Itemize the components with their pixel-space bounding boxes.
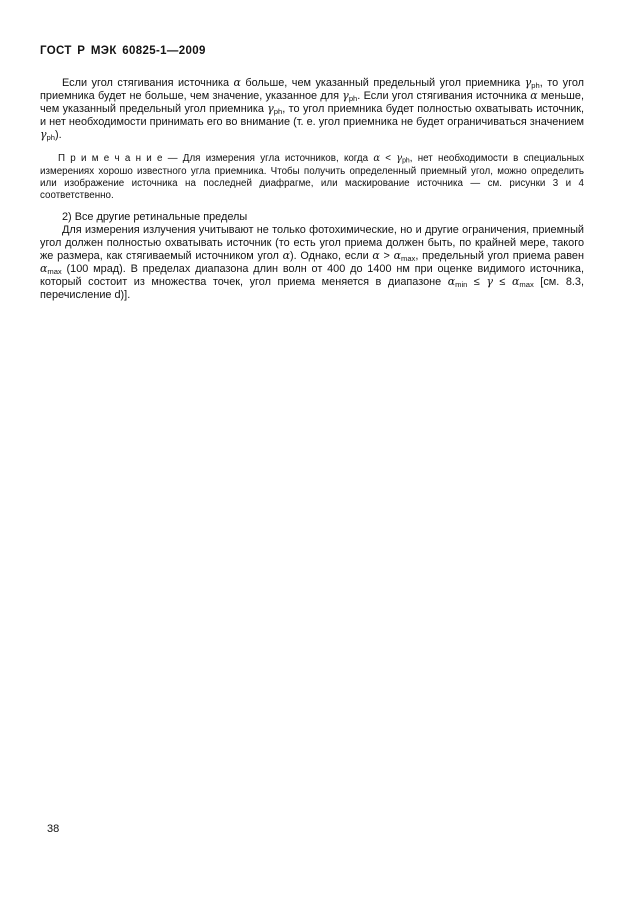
document-body (40, 77, 584, 302)
greek-symbol: α (447, 274, 456, 288)
text-run: ≤ (492, 275, 513, 288)
text-run: . Если угол стягивания источника (357, 90, 531, 102)
text-run: < (379, 153, 397, 164)
text-run: ). Однако, если (289, 249, 373, 262)
text-run: , предельный угол приема равен (415, 249, 584, 262)
subscript: max (519, 279, 534, 289)
greek-symbol: γ (396, 153, 403, 164)
greek-symbol: α (530, 89, 538, 102)
text-run: больше, чем указанный предельный угол приемника (240, 77, 525, 89)
text-run: [см. 8.3, перечисление d)]. (40, 275, 584, 301)
greek-symbol: α (393, 248, 401, 262)
greek-symbol: γ (524, 76, 532, 89)
greek-symbol: γ (267, 102, 274, 115)
subscript: min (455, 279, 468, 289)
greek-symbol: α (512, 274, 520, 288)
text-run: 2) Все другие ретинальные пределы (62, 210, 248, 223)
subscript: ph (348, 93, 358, 103)
para-receiver-angle (40, 77, 584, 142)
page-number: 38 (47, 823, 60, 835)
subscript: ph (273, 106, 283, 116)
greek-symbol: α (282, 248, 290, 262)
para-heading-retinal-limits (40, 211, 584, 224)
text-run: , то угол приемника будет не больше, чем значение, указанное для (40, 77, 584, 102)
subscript: max (400, 253, 416, 263)
subscript: ph (402, 157, 410, 165)
subscript: ph (46, 132, 55, 142)
greek-symbol: α (372, 248, 380, 262)
subscript: ph (531, 80, 540, 90)
greek-symbol: γ (486, 274, 493, 288)
greek-symbol: α (40, 261, 48, 275)
text-run: ≤ (467, 275, 487, 288)
text-run: меньше, чем указанный предельный угол приемника (40, 90, 584, 115)
para-retinal-limits (40, 224, 584, 302)
text-run: ). (54, 129, 62, 141)
text-run: Если угол стягивания источника (62, 77, 234, 89)
para-note (40, 153, 584, 202)
text-run: (100 мрад). В пределах диапазона длин волн от 400 до 1400 нм при оценке видимого источника, который состоит из множества точек, угол приема меняется в диапазоне (40, 262, 584, 288)
text-run: Для измерения излучения учитывают не только фотохимические, но и другие ограничения, приемный угол должен полностью охватывать источник (то есть угол приема должен быть, по крайней мере, такого же размера, как стягиваемый источником угол (40, 223, 584, 262)
text-run: > (379, 249, 394, 262)
greek-symbol: γ (342, 89, 349, 102)
text-run: П р и м е ч а н и е — Для измерения угла источников, когда (58, 153, 374, 164)
page-header: ГОСТ Р МЭК 60825-1—2009 (40, 45, 206, 57)
subscript: max (47, 266, 62, 276)
text-run: , нет необходимости в специальных измерениях хорошо известного угла приемника. Чтобы получить определенный приемный угол, можно определить или изображение источника на последней диафрагме, или маскирование источника — см. рисунки 3 и 4 соответственно. (40, 153, 584, 201)
greek-symbol: α (233, 76, 241, 89)
greek-symbol: α (373, 153, 380, 164)
greek-symbol: γ (40, 128, 47, 141)
text-run: , то угол приемника будет полностью охватывать источник, и нет необходимости принимать его во внимание (т. е. угол приемника не будет ограничиваться значением (40, 103, 584, 128)
